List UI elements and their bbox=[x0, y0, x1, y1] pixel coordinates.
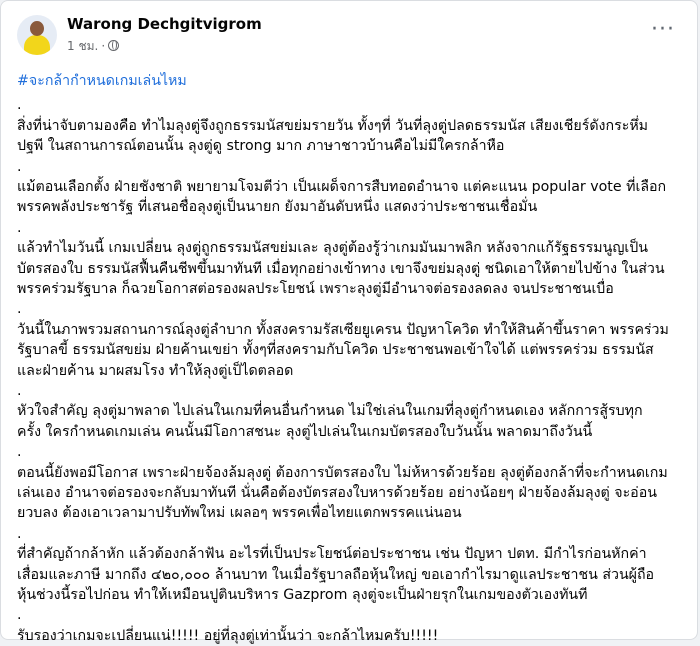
post-paragraph: วันนี้ในภาพรวมสถานการณ์ลุงตู่ลำบาก ทั้งสงครามรัสเซียยูเครน ปัญหาโควิด ทำให้สินค้าขึ้นราคา พรรคร่วม รัฐบาลขี้ ธรรมนัสขย่ม ฝ่ายค้านเขย่า ทั้งๆที่สงครามกับโควิด ประชาชนพอเข้าใจได้ แต่พรรคร่วม ธรรมนัส และฝ่ายค้าน มาผสมโรง ทำให้ลุงตู่เป็ไดตลอด bbox=[17, 321, 669, 379]
author-name[interactable]: Warong Dechgitvigrom bbox=[67, 15, 262, 33]
globe-icon[interactable] bbox=[108, 40, 119, 51]
post-paragraph: รับรองว่าเกมจะเปลี่ยนแน่!!!!! อยู่ที่ลุงตู่เท่านั้นว่า จะกล้าไหมครับ!!!!! bbox=[17, 627, 439, 644]
post-paragraph: หัวใจสำคัญ ลุงตู่มาพลาด ไปเล่นในเกมที่คนอื่นกำหนด ไม่ใช่เล่นในเกมที่ลุงตู่กำหนดเอง หลักการสู้รบทุก ครั้ง ใครกำหนดเกมเล่น คนนั้นมีโอกาสชนะ ลุงตู่ไปเล่นในเกมบัตรสองใบวันนั้น พลาดมาถึงวันนี้ bbox=[17, 403, 643, 440]
paragraph-separator: . bbox=[17, 383, 22, 400]
post-meta bbox=[67, 37, 119, 56]
post-paragraph: แม้ตอนเลือกตั้ง ฝ่ายชังชาติ พยายามโจมตีว่า เป็นเผด็จการสืบทอดอำนาจ แต่คะแนน popular vote ที่เลือก พรรคพลังประชารัฐ ที่เสนอชื่อลุงตู่เป็นนายก ยังมาอันดับหนึ่ง แสดงว่าประชาชนเชื่อมั่น bbox=[17, 179, 667, 216]
avatar-shirt bbox=[24, 35, 50, 55]
paragraph-separator: . bbox=[17, 607, 22, 624]
post-time[interactable]: 1 ชม. bbox=[67, 39, 99, 53]
paragraph-separator: . bbox=[17, 97, 22, 114]
paragraph-separator: . bbox=[17, 301, 22, 318]
hashtag-link[interactable]: #จะกล้ากำหนดเกมเล่นไหม bbox=[17, 73, 187, 89]
avatar[interactable] bbox=[17, 15, 57, 55]
avatar-head bbox=[30, 21, 44, 36]
post-body bbox=[17, 71, 679, 646]
post-paragraph: แล้วทำไมวันนี้ เกมเปลี่ยน ลุงตู่ถูกธรรมนัสขย่มเละ ลุงตู่ต้องรู้ว่าเกมมันมาพลิก หลังจากแก้รัฐธรรมนูญเป็น บัตรสองใบ ธรรมนัสฟื้นคืนชีพขึ้นมาทันที เมื่อทุกอย่างเข้าทาง เขาจึงขย่มลุงตู่ ชนิดเอาให้ตายไปข้าง ในส่วน พรรคร่วมรัฐบาล ก็ฉวยโอกาสต่อรองผลประโยชน์ เพราะลุงตู่มีอำนาจต่อรองลดลง จนประชาชนเบื่อ bbox=[17, 240, 665, 298]
paragraph-separator: . bbox=[17, 444, 22, 461]
post-paragraph: สิ่งที่น่าจับตามองคือ ทำไมลุงตู่จึงถูกธรรมนัสขย่มรายวัน ทั้งๆที่ วันที่ลุงตู่ปลดธรรมนัส เสียงเชียร์ดังกระหึ่ม ปฐพี ในสถานการณ์ตอนนั้น ลุงตู่ดู strong มาก ภาษาชาวบ้านคือไม่มีใครกล้าหือ bbox=[17, 117, 649, 155]
post-paragraph: ตอนนี้ยังพอมีโอกาส เพราะฝ่ายจ้องล้มลุงตู่ ต้องการบัตรสองใบ ไม่ห้หารด้วยร้อย ลุงตู่ต้องกล้าที่จะกำหนดเกม เล่นเอง อำนาจต่อรองจะกลับมาทันที นั่นคือต้องบัตรสองใบหารด้วยร้อย อย่างน้อยๆ ฝ่ายจ้องล้มลุงตู่ จะอ่อน ยวบลง ต้องเอาเวลามาปรับทัพใหม่ เผลอๆ พรรคเพื่อไทยแตกพรรคแน่นอน bbox=[17, 464, 668, 522]
paragraph-separator: . bbox=[17, 158, 22, 175]
post-header bbox=[17, 15, 681, 63]
post-paragraph: ที่สำคัญถ้ากล้าหัก แล้วต้องกล้าฟัน อะไรที่เป็นประโยชน์ต่อประชาชน เช่น ปัญหา ปตท. มีกำไรก่อนหักค่า เสื่อมและภาษี มากถึง ๔๒๐,๐๐๐ ล้านบาท ในเมื่อรัฐบาลถือหุ้นใหญ่ ขอเอากำไรมาดูแลประชาชน ส่วนผู้ถือ หุ้นช่วงนี้รอไปก่อน ทำให้เหมือนปูตินบริหาร Gazprom ลุงตู่จะเป็นฝ่ายรุกในเกมของตัวเองทันที bbox=[17, 546, 655, 604]
meta-separator: · bbox=[101, 39, 106, 53]
more-options-icon[interactable]: ··· bbox=[651, 17, 675, 42]
paragraph-separator: . bbox=[17, 219, 22, 236]
paragraph-separator: . bbox=[17, 525, 22, 542]
